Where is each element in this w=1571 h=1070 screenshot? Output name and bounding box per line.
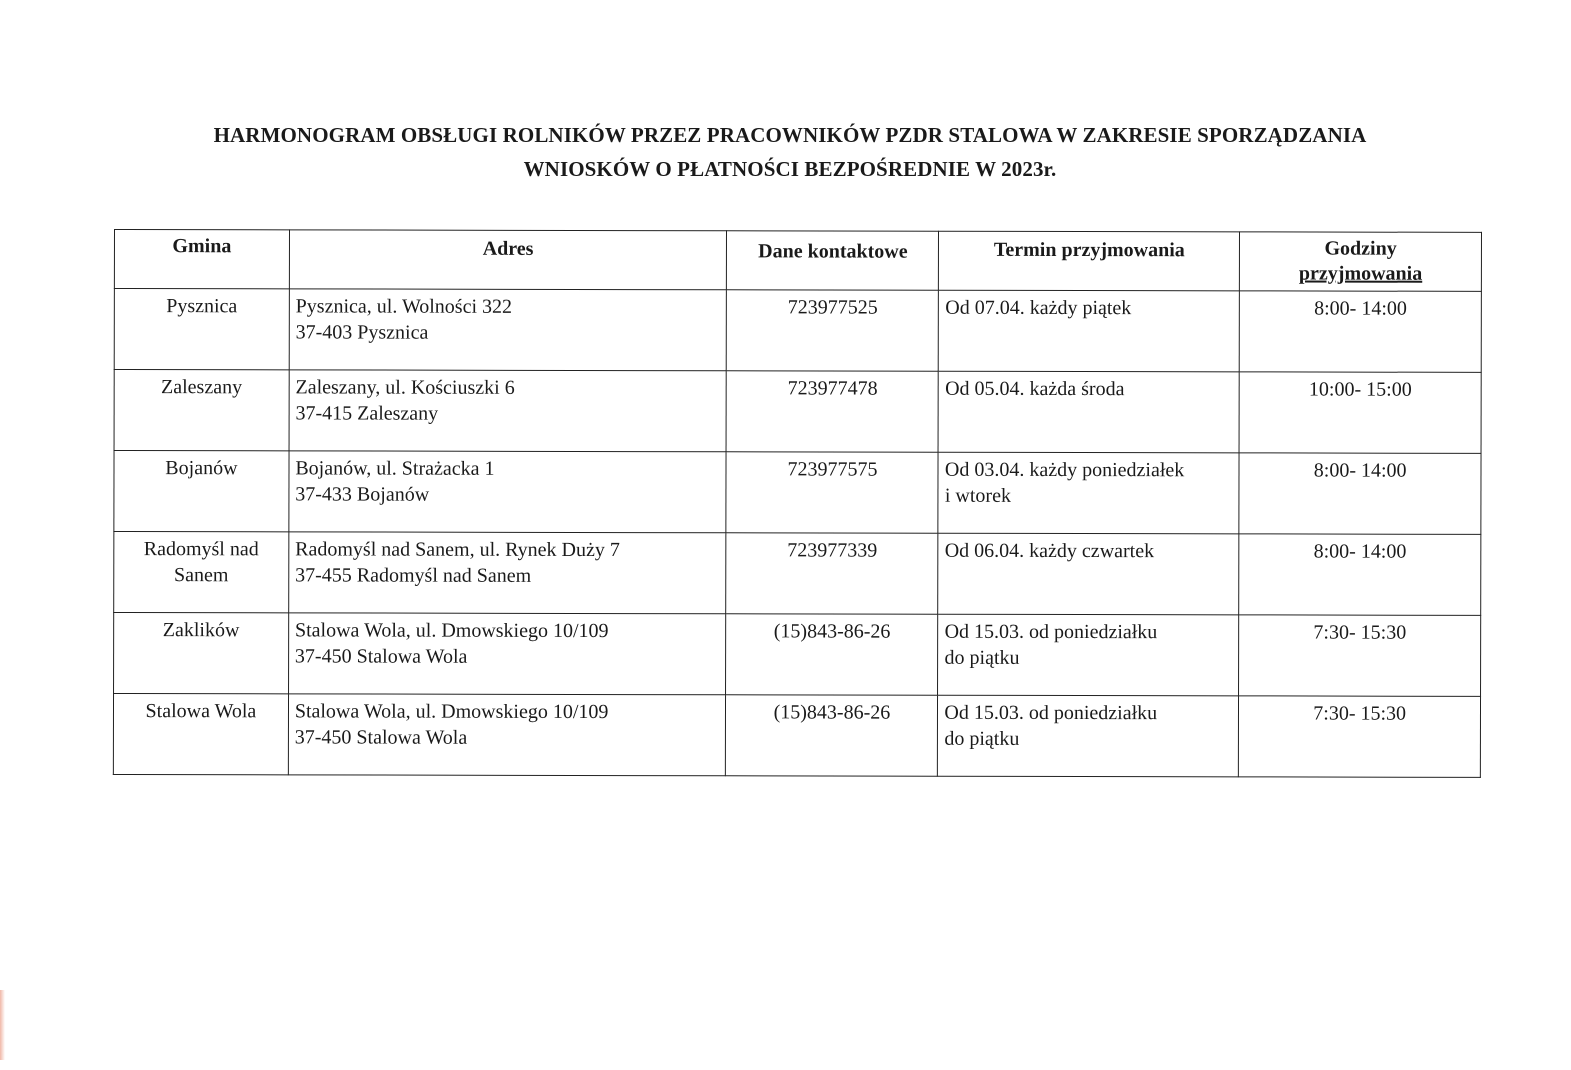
cell-adres-line: 37-455 Radomyśl nad Sanem <box>295 564 532 587</box>
table-row <box>114 532 1481 616</box>
cell-gmina <box>113 694 288 775</box>
header-godziny-line-1: Godziny <box>1324 237 1397 260</box>
cell-gmina <box>114 451 289 532</box>
cell-gmina <box>114 532 289 613</box>
table-row <box>114 370 1481 454</box>
cell-gmina-line: Sanem <box>173 564 229 587</box>
table-row <box>114 451 1481 535</box>
cell-gmina <box>114 613 289 694</box>
header-kontakt: Dane kontaktowe <box>727 231 939 290</box>
cell-adres-line: Bojanów, ul. Strażacka 1 <box>295 457 495 480</box>
schedule-table <box>113 229 1482 778</box>
cell-termin <box>938 533 1239 615</box>
cell-termin <box>939 290 1240 372</box>
cell-termin <box>938 452 1239 534</box>
cell-gmina-line: Radomyśl nad <box>143 538 259 561</box>
cell-termin-line: Od 06.04. każdy czwartek <box>944 539 1155 563</box>
cell-godziny: 10:00- 15:00 <box>1239 372 1481 454</box>
cell-kontakt: (15)843-86-26 <box>726 614 938 695</box>
cell-adres-line: 37-450 Stalowa Wola <box>294 645 468 668</box>
cell-termin <box>938 371 1239 453</box>
document-title <box>80 118 1500 186</box>
cell-termin-line: Od 05.04. każda środa <box>945 377 1125 401</box>
header-gmina: Gmina <box>114 230 289 289</box>
cell-adres-line: 37-415 Zaleszany <box>295 402 439 425</box>
cell-termin <box>938 614 1239 696</box>
cell-adres-line: Stalowa Wola, ul. Dmowskiego 10/109 <box>294 700 609 724</box>
page-edge-shadow <box>0 990 5 1060</box>
cell-gmina-line: Bojanów <box>165 457 238 480</box>
schedule-body <box>113 289 1481 778</box>
cell-gmina-line: Pysznica <box>166 295 238 318</box>
cell-kontakt: 723977575 <box>726 452 938 533</box>
cell-adres <box>288 613 726 695</box>
cell-termin-line: Od 07.04. każdy piątek <box>945 296 1132 320</box>
cell-termin-line: i wtorek <box>944 484 1011 507</box>
cell-termin-line: Od 15.03. od poniedziałku <box>944 701 1158 725</box>
cell-godziny: 7:30- 15:30 <box>1239 696 1481 778</box>
cell-godziny: 8:00- 14:00 <box>1240 291 1482 373</box>
cell-adres <box>289 370 727 452</box>
cell-adres-line: Pysznica, ul. Wolności 322 <box>295 295 513 318</box>
table-row <box>114 289 1481 373</box>
document-title-line-1: HARMONOGRAM OBSŁUGI ROLNIKÓW PRZEZ PRACOWNIKÓW PZDR STALOWA W ZAKRESIE SPORZĄDZANIA <box>213 123 1367 147</box>
cell-adres-line: 37-450 Stalowa Wola <box>294 726 468 749</box>
header-godziny <box>1240 232 1482 292</box>
cell-kontakt: 723977478 <box>727 371 939 452</box>
cell-termin-line: Od 03.04. każdy poniedziałek <box>944 458 1185 482</box>
cell-gmina <box>114 370 289 451</box>
cell-termin-line: Od 15.03. od poniedziałku <box>944 620 1158 644</box>
table-header-row <box>114 230 1481 292</box>
cell-adres-line: 37-403 Pysznica <box>295 321 429 344</box>
cell-gmina-line: Zaleszany <box>161 376 243 399</box>
table-row <box>114 613 1481 697</box>
cell-adres-line: Stalowa Wola, ul. Dmowskiego 10/109 <box>294 619 609 643</box>
cell-gmina-line: Zaklików <box>162 619 240 642</box>
cell-termin-line: do piątku <box>944 727 1020 750</box>
cell-adres <box>289 289 727 371</box>
cell-termin <box>938 695 1239 777</box>
cell-adres <box>288 694 726 776</box>
cell-adres-line: Radomyśl nad Sanem, ul. Rynek Duży 7 <box>295 538 620 562</box>
cell-adres <box>289 532 727 614</box>
cell-godziny: 8:00- 14:00 <box>1239 453 1481 535</box>
header-termin: Termin przyjmowania <box>939 231 1240 291</box>
cell-adres-line: Zaleszany, ul. Kościuszki 6 <box>295 376 515 399</box>
cell-gmina <box>114 289 289 370</box>
cell-termin-line: do piątku <box>944 646 1020 669</box>
cell-kontakt: 723977525 <box>727 290 939 371</box>
cell-adres <box>289 451 727 533</box>
cell-godziny: 7:30- 15:30 <box>1239 615 1481 697</box>
cell-godziny: 8:00- 14:00 <box>1239 534 1481 616</box>
cell-adres-line: 37-433 Bojanów <box>295 483 430 506</box>
cell-gmina-line: Stalowa Wola <box>145 700 257 723</box>
cell-kontakt: (15)843-86-26 <box>726 695 938 776</box>
table-row <box>113 694 1480 778</box>
header-adres: Adres <box>289 230 727 290</box>
header-godziny-line-2: przyjmowania <box>1298 262 1423 285</box>
document-title-line-2: WNIOSKÓW O PŁATNOŚCI BEZPOŚREDNIE W 2023r. <box>523 157 1057 181</box>
cell-kontakt: 723977339 <box>726 533 938 614</box>
